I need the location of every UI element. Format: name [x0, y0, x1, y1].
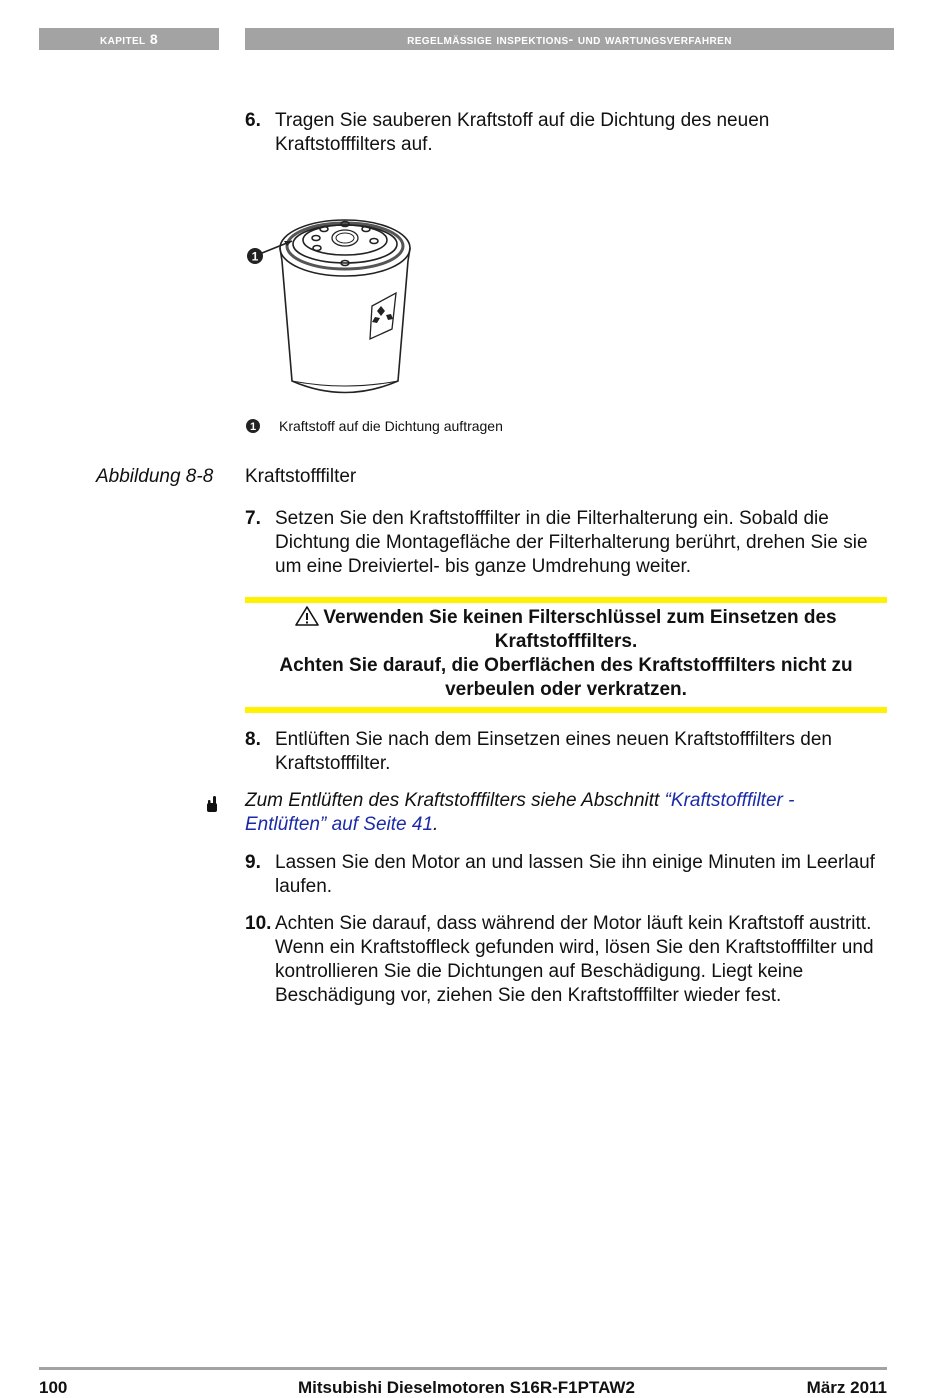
warning-bar-bottom	[245, 707, 887, 713]
step-text: Lassen Sie den Motor an und lassen Sie ihn einige Minuten im Leerlauf laufen.	[275, 852, 875, 897]
warning-triangle-icon	[295, 606, 319, 626]
step-text: Setzen Sie den Kraftstofffilter in die Filterhalterung ein. Sobald die Dichtung die Montagefläche der Filterhalterung berührt, drehen Sie sie um eine Dreiviertel- bis ganze Umdrehung weiter.	[275, 508, 868, 577]
fuel-filter-illustration	[240, 186, 440, 406]
figure-title: Kraftstofffilter	[245, 466, 357, 487]
step-number: 6.	[245, 110, 261, 131]
note-text: Zum Entlüften des Kraftstofffilters siehe Abschnitt “Kraftstofffilter - Entlüften” auf Seite 41.	[245, 790, 795, 835]
figure-label: Abbildung 8-8	[96, 466, 214, 487]
step-number: 7.	[245, 508, 261, 529]
warning-bar-top	[245, 597, 887, 603]
warning-line-1: Verwenden Sie keinen Filterschlüssel zum Einsetzen des Kraftstofffilters.	[245, 606, 887, 654]
page-number: 100	[39, 1378, 68, 1397]
section-title: regelmäßige inspektions- und wartungsverfahren	[407, 31, 732, 47]
step-8	[245, 728, 885, 776]
callout-bullet-icon	[245, 418, 261, 434]
section-header	[245, 28, 894, 50]
chapter-header	[39, 28, 219, 50]
step-text: Achten Sie darauf, dass während der Motor läuft kein Kraftstoff austritt. Wenn ein Kraftstoffleck gefunden wird, lösen Sie den Kraftstofffilter und kontrollieren Sie die Dichtungen auf Beschädigung. Liegt keine Beschädigung vor, ziehen Sie den Kraftstofffilter wieder fest.	[275, 913, 874, 1006]
step-9	[245, 851, 885, 899]
cross-reference-link[interactable]: “Kraftstofffilter - Entlüften” auf Seite 41	[245, 790, 795, 835]
chapter-label: kapitel 8	[99, 31, 159, 47]
footer-date: März 2011	[806, 1378, 887, 1397]
warning-box	[245, 606, 887, 702]
callout-text: Kraftstoff auf die Dichtung auftragen	[279, 418, 503, 434]
step-6	[245, 109, 885, 157]
step-number: 8.	[245, 729, 261, 750]
warning-line-2: Achten Sie darauf, die Oberflächen des Kraftstofffilters nicht zu verbeulen oder verkratzen.	[279, 655, 853, 700]
footer-rule	[39, 1367, 887, 1370]
step-number: 9.	[245, 852, 261, 873]
svg-text:1: 1	[249, 421, 257, 433]
step-7	[245, 507, 885, 579]
step-text: Tragen Sie sauberen Kraftstoff auf die Dichtung des neuen Kraftstofffilters auf.	[275, 110, 770, 155]
callout-marker-number: 1	[251, 249, 259, 264]
pointing-hand-icon	[204, 795, 220, 813]
footer-title: Mitsubishi Dieselmotoren S16R-F1PTAW2	[298, 1378, 635, 1397]
step-number: 10.	[245, 913, 272, 934]
step-10	[245, 912, 885, 1008]
step-text: Entlüften Sie nach dem Einsetzen eines neuen Kraftstofffilters den Kraftstofffilter.	[275, 729, 832, 774]
